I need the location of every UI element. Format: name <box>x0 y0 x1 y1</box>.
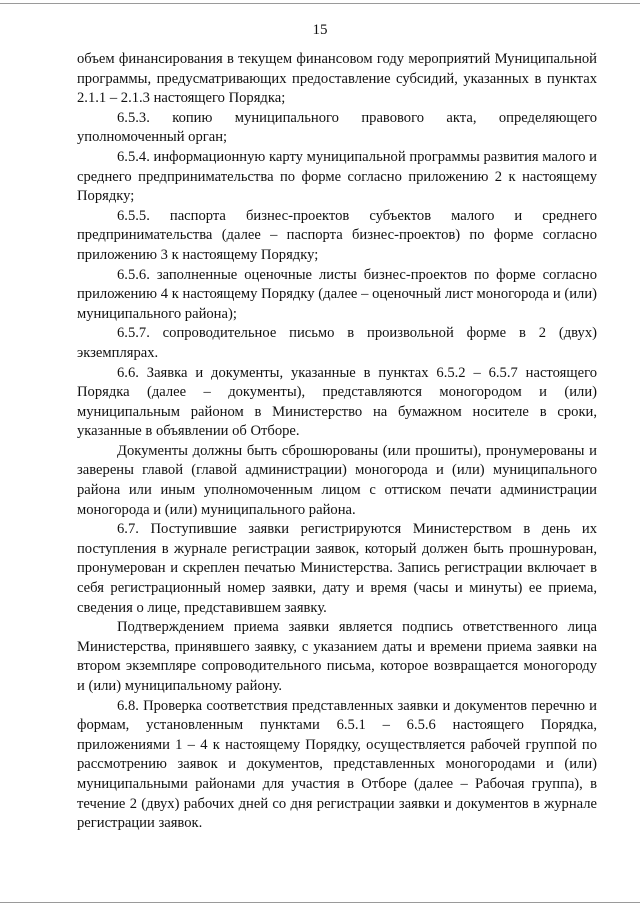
paragraph-continuation: объем финансирования в текущем финансовом году мероприятий Муниципальной программы, предусматривающих предоставление субсидий, указанных в пунктах 2.1.1 – 2.1.3 настоящего Порядка; <box>77 51 597 107</box>
paragraph-6-5-6: 6.5.6. заполненные оценочные листы бизнес-проектов по форме согласно приложению 4 к настоящему Порядку (далее – оценочный лист моногорода и (или) муниципального района); <box>77 266 597 322</box>
paragraph-6-7: 6.7. Поступившие заявки регистрируются Министерством в день их поступления в журнале регистрации заявок, который должен быть прошнурован, пронумерован и скреплен печатью Министерства. Запись регистрации включает в себя регистрационный номер заявки, дату и время (часы и минуты) ее приема, сведения о лице, представившем заявку. <box>77 521 597 616</box>
paragraph-6-8: 6.8. Проверка соответствия представленных заявки и документов перечню и формам, установленным пунктами 6.5.1 – 6.5.6 настоящего Порядка, приложениями 1 – 4 к настоящему Порядку, осуществляется рабочей группой по рассмотрению заявок и документов, представленных моногородами и (или) муниципальными районами для участия в Отборе (далее – Рабочая группа), в течение 2 (двух) рабочих дней со дня регистрации заявки и документов в журнале регистрации заявок. <box>77 697 597 832</box>
paragraph-6-5-5: 6.5.5. паспорта бизнес-проектов субъектов малого и среднего предпринимательства (далее – паспорта бизнес-проектов) по форме согласно приложению 3 к настоящему Порядку; <box>77 207 597 263</box>
paragraph-receipt-confirmation: Подтверждением приема заявки является подпись ответственного лица Министерства, принявшего заявку, с указанием даты и времени приема заявки на втором экземпляре сопроводительного письма, которое возвращается моногороду и (или) муниципальному району. <box>77 619 597 694</box>
paragraph-documents-binding: Документы должны быть сброшюрованы (или прошиты), пронумерованы и заверены главой (главой администрации) моногорода и (или) муниципального района или иным уполномоченным лицом с оттиском печати администрации моногорода и (или) муниципального района. <box>77 442 597 518</box>
page-number: 15 <box>312 22 328 38</box>
paragraph-6-5-3: 6.5.3. копию муниципального правового акта, определяющего уполномоченный орган; <box>77 109 597 146</box>
top-edge-rule <box>0 3 640 4</box>
document-body <box>77 50 597 834</box>
bottom-edge-rule <box>0 902 640 903</box>
paragraph-6-5-7: 6.5.7. сопроводительное письмо в произвольной форме в 2 (двух) экземплярах. <box>77 325 597 361</box>
paragraph-6-6: 6.6. Заявка и документы, указанные в пунктах 6.5.2 – 6.5.7 настоящего Порядка (далее – документы), представляются моногородом и (или) муниципальным районом в Министерство на бумажном носителе в сроки, указанные в объявлении об Отборе. <box>77 364 597 440</box>
paragraph-6-5-4: 6.5.4. информационную карту муниципальной программы развития малого и среднего предпринимательства по форме согласно приложению 2 к настоящему Порядку; <box>77 148 597 205</box>
